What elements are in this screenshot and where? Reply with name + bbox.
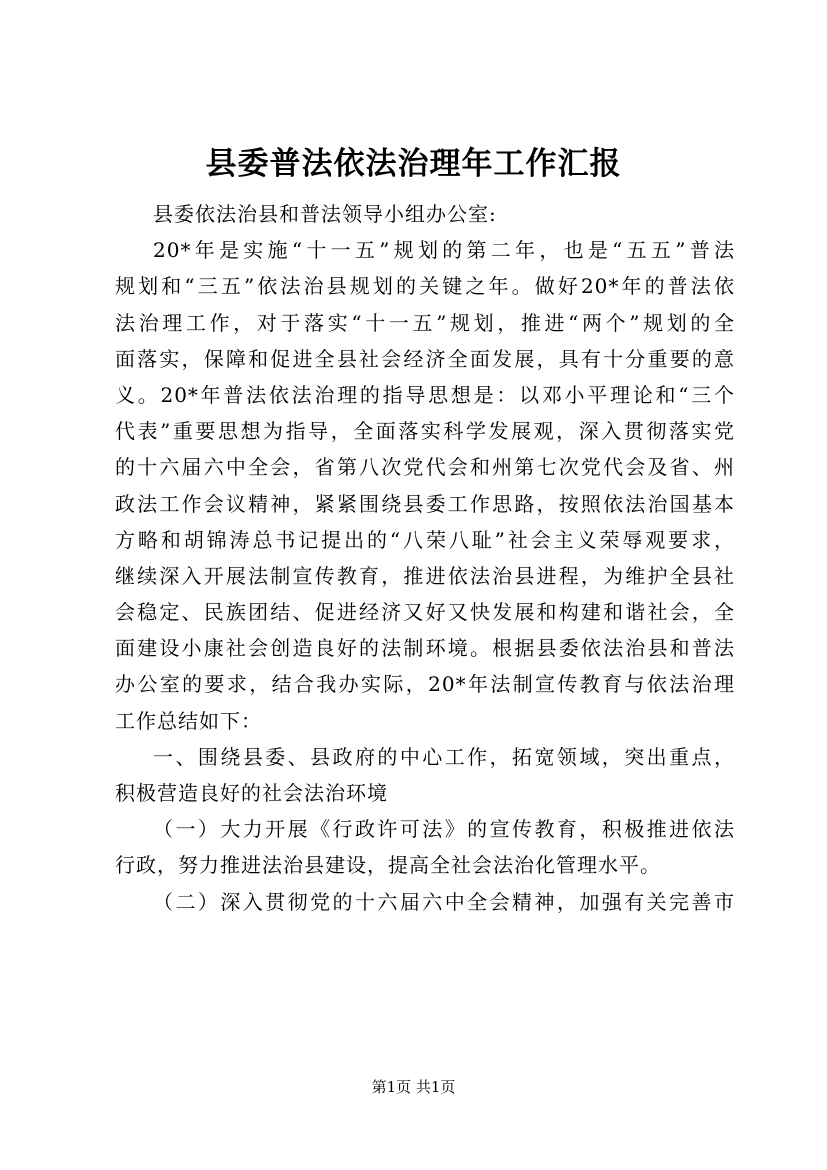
salutation-line: 县委依法治县和普法领导小组办公室: xyxy=(153,202,497,226)
document-body xyxy=(115,196,735,920)
subsection-line: （一）大力开展《行政许可法》的宣传教育，积极推进依法 xyxy=(153,817,735,842)
paragraph-line: 办公室的要求，结合我办实际，20*年法制宣传教育与依法治理 xyxy=(115,672,735,697)
paragraph-line: 会稳定、民族团结、促进经济又好又快发展和构建和谐社会，全 xyxy=(115,600,735,625)
subsection-line: （二）深入贯彻党的十六届六中全会精神，加强有关完善市 xyxy=(153,889,735,914)
page-number-footer: 第1页 共1页 xyxy=(371,1078,456,1096)
paragraph-line: 义。20*年普法依法治理的指导思想是：以邓小平理论和“三个 xyxy=(115,382,735,407)
document-title: 县委普法依法治理年工作汇报 xyxy=(205,146,622,182)
subsection-line: 行政，努力推进法治县建设，提高全社会法治化管理水平。 xyxy=(115,853,661,878)
paragraph-line: 20*年是实施“十一五”规划的第二年，也是“五五”普法 xyxy=(153,238,735,263)
paragraph-line: 面建设小康社会创造良好的法制环境。根据县委依法治县和普法 xyxy=(115,636,735,661)
section-heading-line: 一、围绕县委、县政府的中心工作，拓宽领域，突出重点， xyxy=(153,744,735,769)
paragraph-line: 规划和“三五”依法治县规划的关键之年。做好20*年的普法依 xyxy=(115,274,735,299)
paragraph-line: 工作总结如下： xyxy=(115,708,262,733)
paragraph-line: 方略和胡锦涛总书记提出的“八荣八耻”社会主义荣辱观要求， xyxy=(115,527,735,552)
paragraph-line: 法治理工作，对于落实“十一五”规划，推进“两个”规划的全 xyxy=(115,310,735,335)
paragraph-line: 面落实，保障和促进全县社会经济全面发展，具有十分重要的意 xyxy=(115,346,735,371)
paragraph-line: 的十六届六中全会，省第八次党代会和州第七次党代会及省、州 xyxy=(115,455,735,480)
paragraph-line: 代表”重要思想为指导，全面落实科学发展观，深入贯彻落实党 xyxy=(115,419,735,444)
paragraph-line: 政法工作会议精神，紧紧围绕县委工作思路，按照依法治国基本 xyxy=(115,491,735,516)
section-heading-line: 积极营造良好的社会法治环境 xyxy=(115,781,388,805)
paragraph-line: 继续深入开展法制宣传教育，推进依法治县进程，为维护全县社 xyxy=(115,563,735,588)
